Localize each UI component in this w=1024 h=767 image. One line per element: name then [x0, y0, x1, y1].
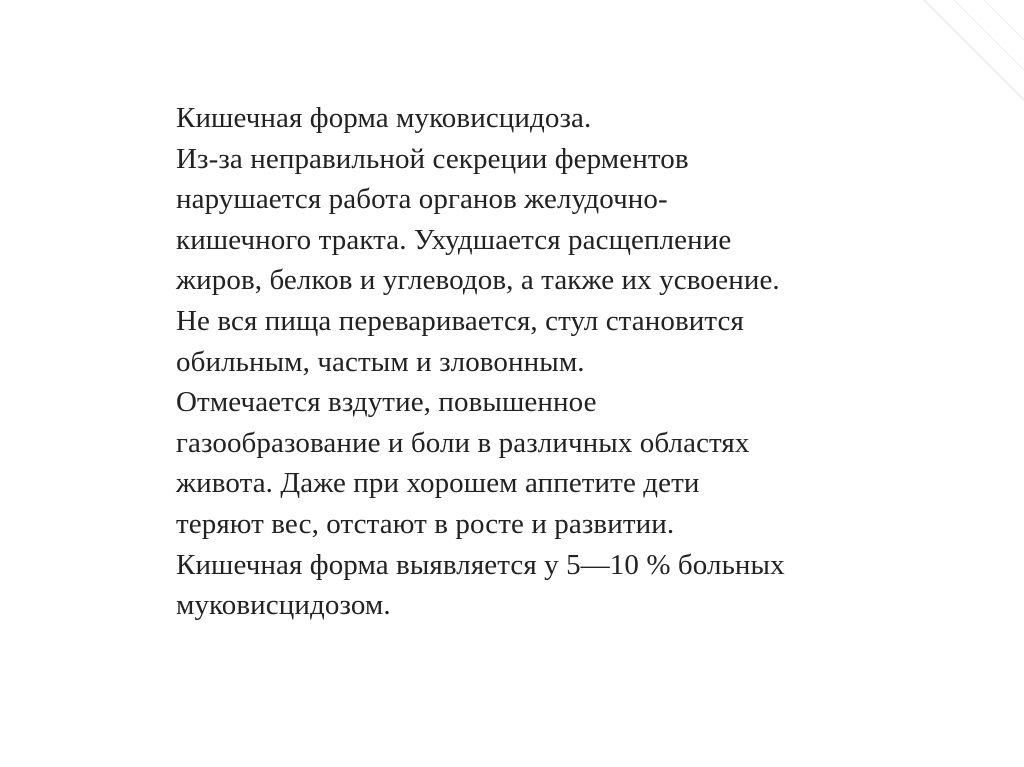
- text-line-3: нарушается работа органов желудочно-: [176, 183, 668, 216]
- text-line-1: Кишечная форма муковисцидоза.: [176, 102, 592, 134]
- text-line-2: Из-за неправильной секреции ферментов: [176, 142, 689, 175]
- text-line-4: кишечного тракта. Ухудшается расщепление: [176, 223, 732, 256]
- text-line-10: живота. Даже при хорошем аппетите дети: [176, 467, 700, 500]
- text-line-9: газообразование и боли в различных областях: [176, 426, 750, 459]
- text-line-13: муковисцидозом.: [176, 589, 391, 622]
- text-line-7: обильным, частым и зловонным.: [176, 345, 585, 378]
- corner-decoration: [884, 0, 1024, 140]
- text-line-11: теряют вес, отстают в росте и развитии.: [176, 507, 675, 540]
- text-line-12: Кишечная форма выявляется у 5—10 % больных: [176, 548, 785, 581]
- text-line-5: жиров, белков и углеводов, а также их усвоение.: [176, 264, 780, 297]
- text-line-6: Не вся пища переваривается, стул становится: [176, 304, 744, 337]
- text-line-8: Отмечается вздутие, повышенное: [176, 386, 597, 419]
- body-text: [176, 98, 896, 626]
